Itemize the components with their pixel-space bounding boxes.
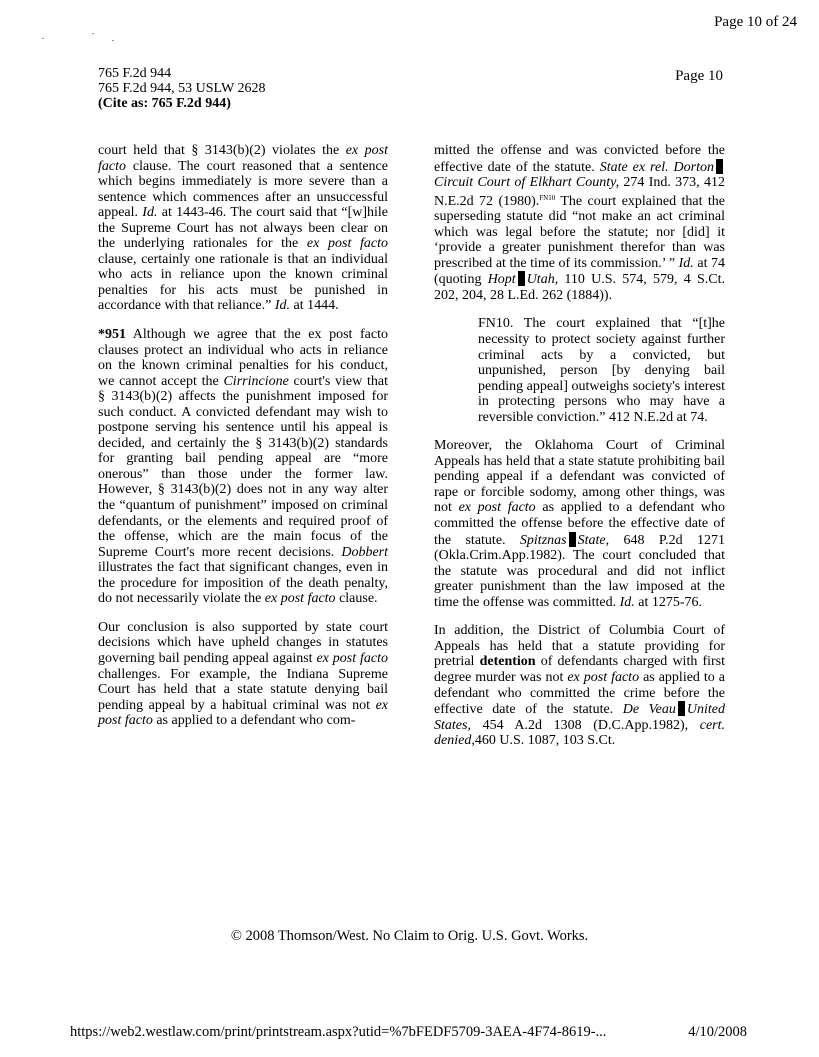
redaction-mark (716, 159, 723, 174)
scan-speck (92, 33, 94, 34)
copyright-notice: © 2008 Thomson/West. No Claim to Orig. U.S. Govt. Works. (230, 928, 589, 944)
scan-speck (112, 40, 114, 41)
paragraph: Moreover, the Oklahoma Court of Criminal Appeals has held that a state statute prohibiting bail pending appeal if a defendant was convicted of rape or forcible sodomy, among other things, was not ex post facto as applied to a defendant who committed the offense before the effective date of the statute. Spitznas State, 648 P.2d 1271 (Okla.Crim.App.1982). The court concluded that the statute was procedural and did not inflict greater punishment than the law imposed at the time the offense was committed. Id. at 1275-76. (434, 438, 726, 610)
paragraph: mitted the offense and was convicted before the effective date of the statute. State ex rel. DortonCircuit Court of Elkhart County, 274 Ind. 373, 412 N.E.2d 72 (1980).$^{FN10}$ The court explained that the superseding statute did “not make an act criminal which was legal before the statute; nor [did] it ‘provide a greater punishment therefor than was prescribed at the time of its commission.’ ” Id. at 74 (quoting Hopt Utah, 110 U.S. 574, 579, 4 S.Ct. 202, 204, 28 L.Ed. 262 (1884)). (434, 143, 726, 303)
parallel-citation: 765 F.2d 944, 53 USLW 2628 (98, 81, 266, 96)
highlighted-term: detention (479, 654, 536, 670)
print-url[interactable]: https://web2.westlaw.com/print/printstream.aspx?utid=%7bFEDF5709-3AEA-4F74-8619-... (70, 1024, 607, 1040)
page-of-count: Page 10 of 24 (714, 14, 797, 30)
scan-speck (42, 38, 44, 39)
reporter-citation: 765 F.2d 944 (98, 66, 172, 81)
paragraph: *951 Although we agree that the ex post facto clauses protect an individual who acts in reliance on the known criminal penalties for his conduct, we cannot accept the Cirrincione court's view that § 3143(b)(2) affects the punishment imposed for such conduct. A convicted defendant may wish to postpone serving his sentence until his appeal is decided, and certainly the § 3143(b)(2) standards for granting bail pending appeal are “more onerous” than those under the former law. However, § 3143(b)(2) does not in any way alter the “quantum of punishment” imposed on criminal defendants, or the elements and required proof of the offense, which are the main focus of the Supreme Court's more recent decisions. Dobbert illustrates the fact that significant changes, even in the procedure for imposition of the death penalty, do not necessarily violate the ex post facto clause. (98, 327, 388, 607)
redaction-mark (569, 532, 576, 547)
paragraph: Our conclusion is also supported by state court decisions which have upheld changes in statutes governing bail pending appeal against ex post facto challenges. For example, the Indiana Supreme Court has held that a state statute denying bail pending appeal by a habitual criminal was not ex post facto as applied to a defendant who com- (98, 619, 388, 729)
star-page: *951 (98, 327, 126, 343)
cite-as: (Cite as: 765 F.2d 944) (98, 96, 231, 111)
footnote-fn10: FN10. The court explained that “[t]he necessity to protect society against further criminal acts by a convicted, but unpunished, person [by denying bail pending appeal] outweighs society's interest in protecting persons who may have a reversible conviction.” 412 N.E.2d at 74. (478, 316, 725, 425)
footnote-ref[interactable]: FN10 (539, 193, 556, 202)
right-column (434, 143, 725, 762)
citation-header (98, 66, 266, 111)
redaction-mark (678, 701, 685, 716)
redaction-mark (518, 271, 525, 286)
left-column (98, 143, 388, 742)
print-date: 4/10/2008 (688, 1024, 747, 1040)
paragraph: court held that § 3143(b)(2) violates the ex post facto clause. The court reasoned that a sentence which begins immediately is more severe than a sentence which commences after an unsuccessful appeal. Id. at 1443-46. The court said that “[w]hile the Supreme Court has not always been clear on the underlying rationales for the ex post facto clause, certainly one rationale is that an individual who acts in reliance upon the known criminal penalties for his acts must be punished in accordance with that reliance.” Id. at 1444. (98, 143, 389, 314)
page-number: Page 10 (675, 68, 723, 84)
paragraph: In addition, the District of Columbia Court of Appeals has held that a statute providing for pretrial detention of defendants charged with first degree murder was not ex post facto as applied to a defendant who committed the crime before the effective date of the statute. De Veau United States, 454 A.2d 1308 (D.C.App.1982), cert. denied,460 U.S. 1087, 103 S.Ct. (434, 623, 726, 749)
